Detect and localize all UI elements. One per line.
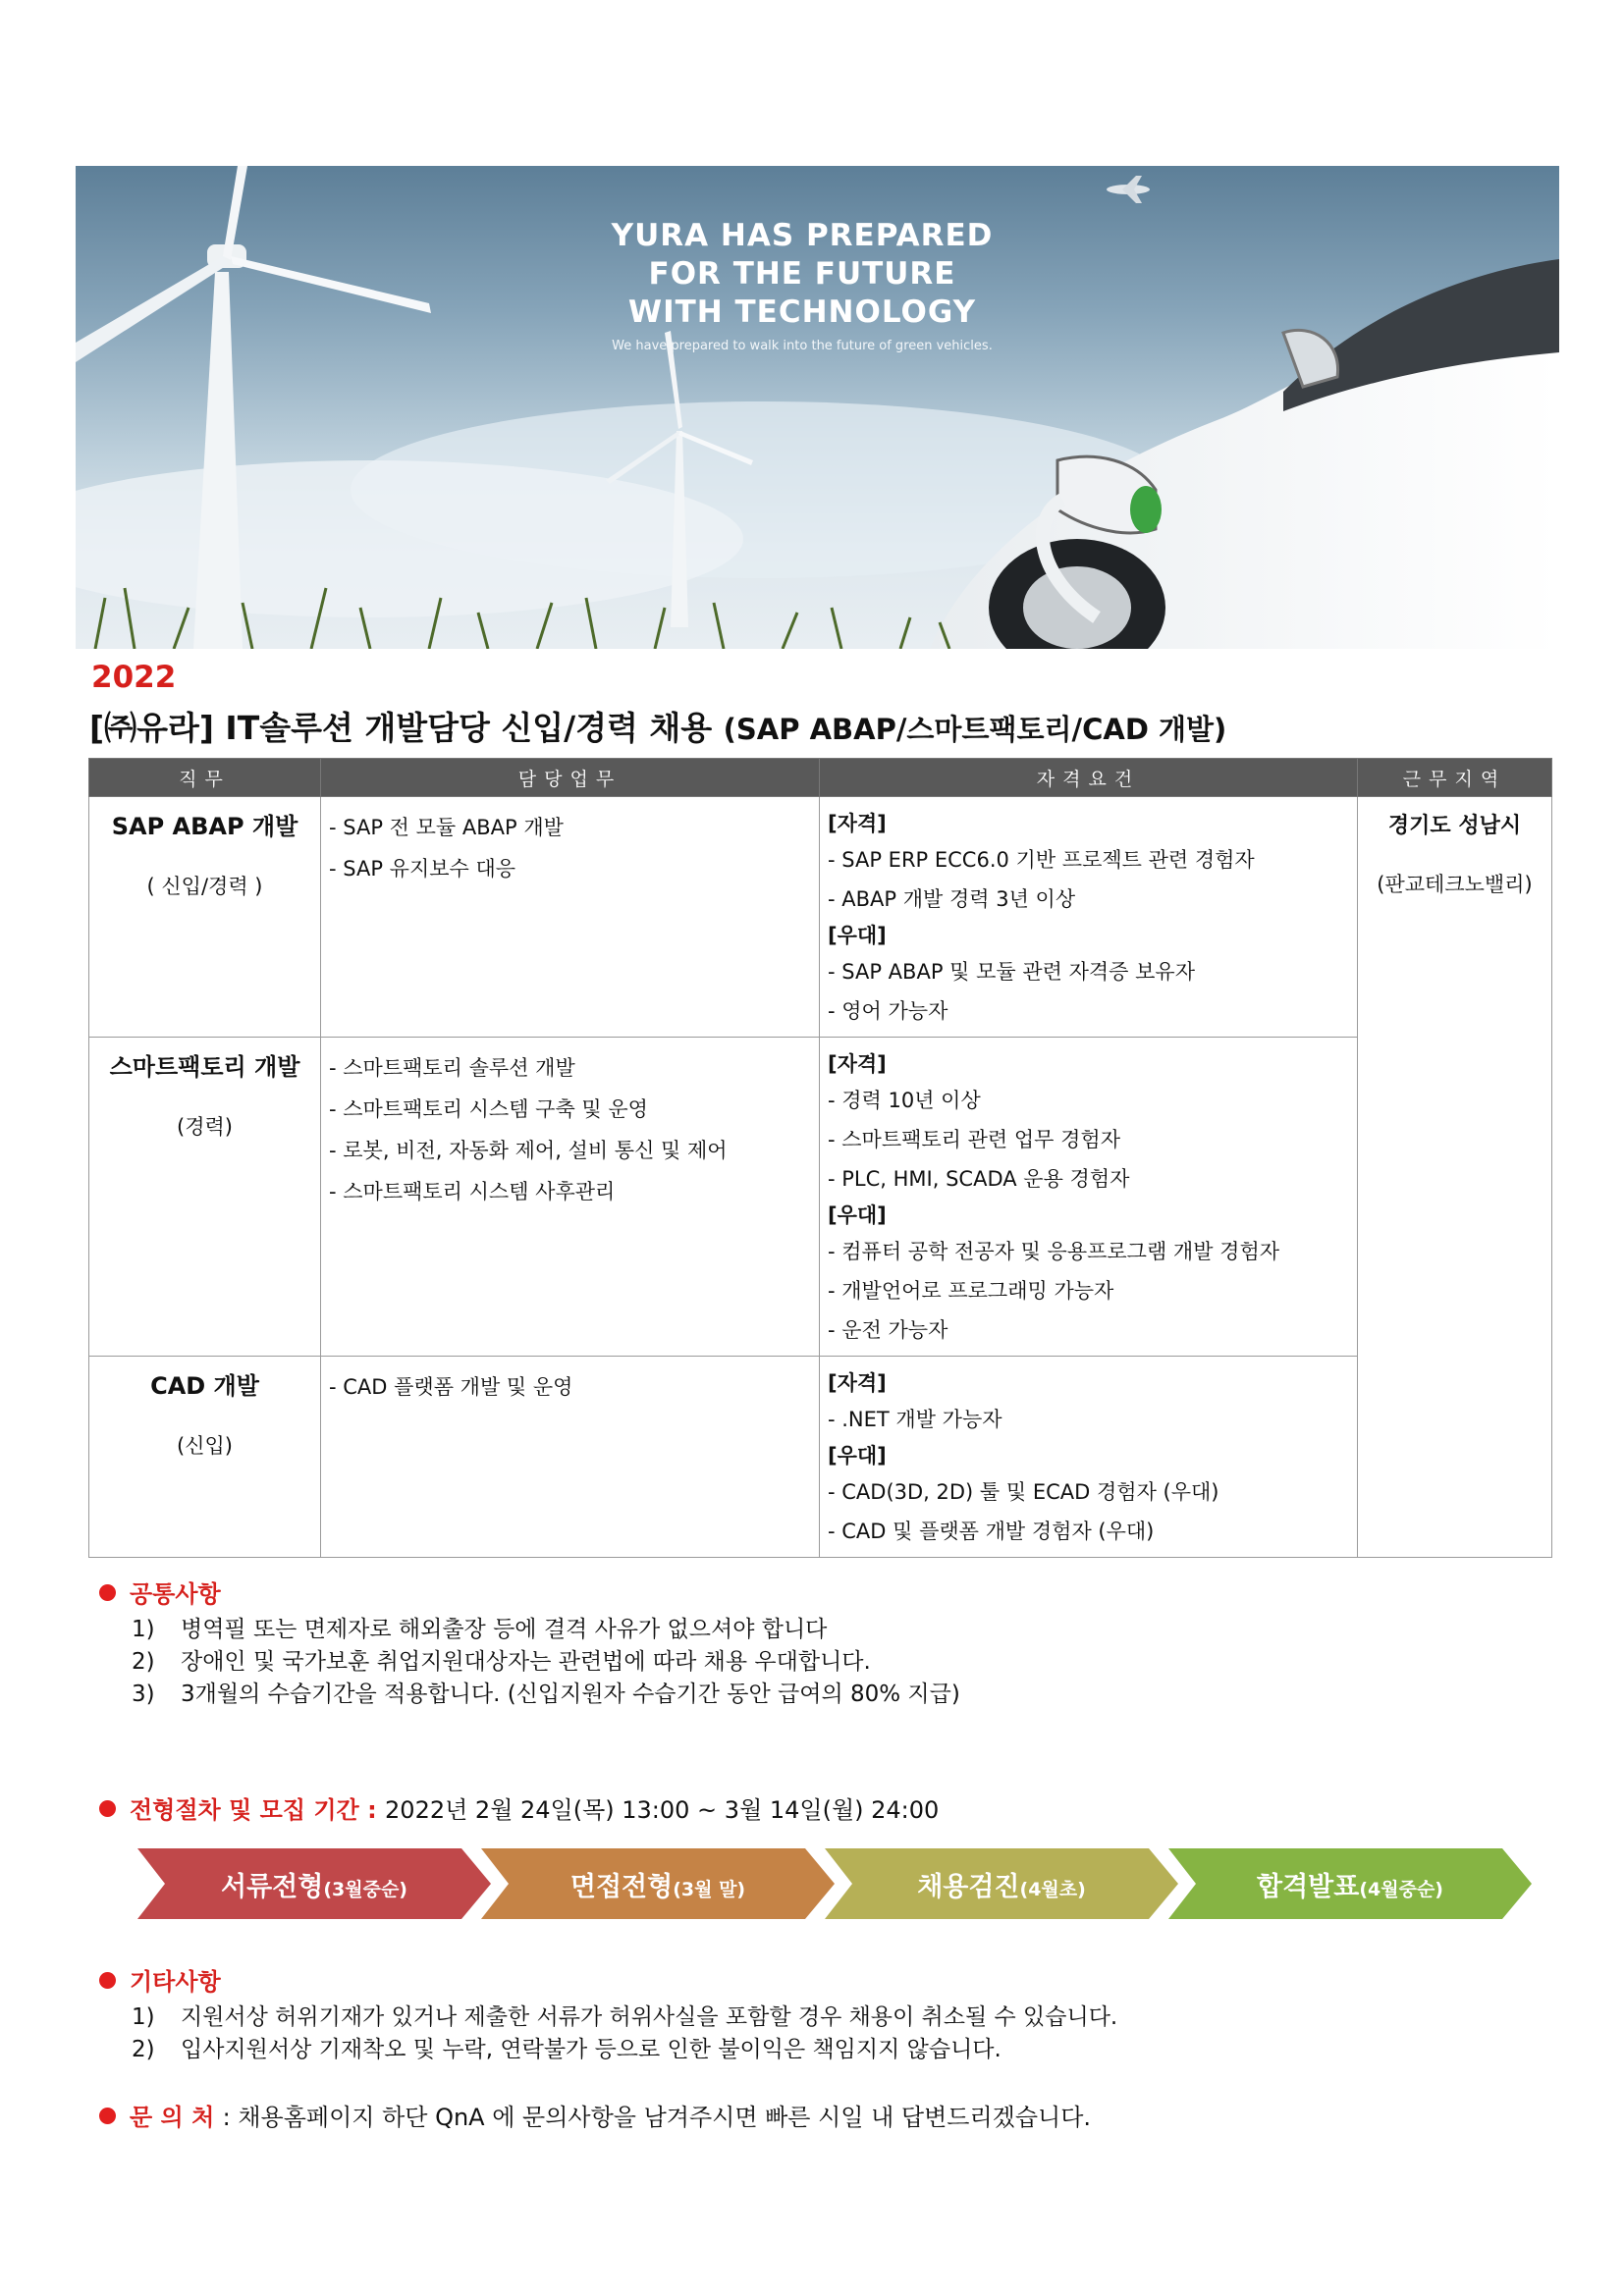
process-step: 면접전형(3월 말): [481, 1848, 835, 1919]
preference-heading: [우대]: [828, 924, 887, 947]
contact-section-title: 문 의 처 : 채용홈페이지 하단 QnA 에 문의사항을 남겨주시면 빠른 시일 내 답변드리겠습니다.: [130, 2104, 1092, 2131]
process-step: 합격발표(4월중순): [1168, 1848, 1532, 1919]
preference-item: - CAD(3D, 2D) 툴 및 ECAD 경험자 (우대): [828, 1480, 1219, 1504]
list-item: 3) 3개월의 수습기간을 적용합니다. (신입지원자 수습기간 동안 급여의 80% 지급): [132, 1682, 960, 1707]
role-cell: [89, 1038, 321, 1357]
requirement-heading: [자격]: [828, 1371, 887, 1395]
contact-text: : 채용홈페이지 하단 QnA 에 문의사항을 남겨주시면 빠른 시일 내 답변드리겠습니다.: [222, 2104, 1092, 2131]
duty-item: - CAD 플랫폼 개발 및 운영: [329, 1375, 573, 1399]
title-sub: (SAP ABAP/스마트팩토리/CAD 개발): [723, 713, 1227, 746]
requirements-cell: [820, 797, 1358, 1038]
bullet-icon: [99, 1972, 116, 1989]
process-step: 서류전형(3월중순): [137, 1848, 491, 1919]
table-row: [89, 1038, 1552, 1357]
requirement-item: - 스마트팩토리 관련 업무 경험자: [828, 1128, 1120, 1151]
common-section-title: 공통사항: [130, 1580, 221, 1608]
role-cell: [89, 797, 321, 1038]
etc-list: [132, 2002, 1117, 2066]
location-city: 경기도 성남시: [1387, 814, 1522, 838]
duty-item: - SAP 전 모듈 ABAP 개발: [329, 816, 564, 839]
requirements-cell: [820, 1038, 1358, 1357]
etc-section-title: 기타사항: [130, 1968, 221, 1996]
role-type: (경력): [177, 1115, 233, 1139]
duties-cell: [321, 797, 820, 1038]
location-cell: [1358, 797, 1552, 1558]
posting-year: 2022: [91, 660, 177, 695]
role-name: 스마트팩토리 개발: [109, 1053, 300, 1081]
duties-cell: [321, 1357, 820, 1558]
list-item: 1) 병역필 또는 면제자로 해외출장 등에 결격 사유가 없으셔야 합니다: [132, 1617, 828, 1642]
bullet-icon: [99, 2108, 116, 2124]
role-name: CAD 개발: [150, 1372, 259, 1400]
process-section-title: 전형절차 및 모집 기간 : 2022년 2월 24일(목) 13:00 ~ 3월 14일(월) 24:00: [130, 1796, 940, 1824]
title-prefix: [: [89, 709, 105, 747]
duty-item: - 로봇, 비전, 자동화 제어, 설비 통신 및 제어: [329, 1139, 728, 1162]
requirement-item: - PLC, HMI, SCADA 운용 경험자: [828, 1167, 1130, 1191]
requirements-cell: [820, 1357, 1358, 1558]
hero-banner: [76, 166, 1559, 649]
preference-item: - SAP ABAP 및 모듈 관련 자격증 보유자: [828, 960, 1196, 984]
preference-item: - 개발언어로 프로그래밍 가능자: [828, 1279, 1114, 1303]
recruit-period: 2022년 2월 24일(목) 13:00 ~ 3월 14일(월) 24:00: [385, 1796, 940, 1824]
requirement-item: - ABAP 개발 경력 3년 이상: [828, 887, 1076, 911]
preference-item: - CAD 및 플랫폼 개발 경험자 (우대): [828, 1520, 1155, 1543]
preference-item: - 영어 가능자: [828, 999, 948, 1023]
table-row: [89, 797, 1552, 1038]
list-item: 1) 지원서상 허위기재가 있거나 제출한 서류가 허위사실을 포함할 경우 채용이 취소될 수 있습니다.: [132, 2004, 1118, 2030]
list-item: 2) 장애인 및 국가보훈 취업지원대상자는 관련법에 따라 채용 우대합니다.: [132, 1649, 871, 1675]
title-main: ㈜유라] IT솔루션 개발담당 신입/경력 채용: [104, 709, 724, 747]
bullet-icon: [99, 1584, 116, 1601]
header-location: 근무지역: [1358, 759, 1552, 797]
preference-heading: [우대]: [828, 1203, 887, 1227]
airplane-icon: [1107, 176, 1150, 203]
role-type: (신입): [177, 1434, 233, 1458]
requirement-item: - SAP ERP ECC6.0 기반 프로젝트 관련 경험자: [828, 848, 1255, 872]
preference-heading: [우대]: [828, 1444, 887, 1468]
process-steps: [137, 1848, 1532, 1919]
page-title: [89, 703, 1226, 749]
requirement-heading: [자격]: [828, 1052, 887, 1076]
header-requirements: 자격요건: [820, 759, 1358, 797]
bullet-icon: [99, 1800, 116, 1817]
table-row: [89, 1357, 1552, 1558]
header-duties: 담당업무: [321, 759, 820, 797]
list-item: 2) 입사지원서상 기재착오 및 누락, 연락불가 등으로 인한 불이익은 책임지지 않습니다.: [132, 2037, 1001, 2062]
role-type: ( 신입/경력 ): [146, 875, 263, 898]
job-table: [88, 758, 1552, 1558]
duty-item: - SAP 유지보수 대응: [329, 857, 516, 881]
location-area: (판교테크노밸리): [1377, 873, 1533, 896]
role-name: SAP ABAP 개발: [111, 813, 298, 840]
duty-item: - 스마트팩토리 시스템 사후관리: [329, 1180, 616, 1203]
duty-item: - 스마트팩토리 솔루션 개발: [329, 1056, 575, 1080]
requirement-item: - 경력 10년 이상: [828, 1089, 981, 1112]
common-list: [132, 1614, 960, 1711]
role-cell: [89, 1357, 321, 1558]
requirement-item: - .NET 개발 가능자: [828, 1408, 1002, 1431]
preference-item: - 운전 가능자: [828, 1318, 948, 1342]
process-step: 채용검진(4월초): [825, 1848, 1178, 1919]
banner-tagline: We have prepared to walk into the future of green vehicles.: [612, 339, 993, 353]
table-header-row: [89, 759, 1552, 797]
banner-headline: YURA HAS PREPARED FOR THE FUTURE WITH TECHNOLOGY: [611, 218, 994, 330]
requirement-heading: [자격]: [828, 812, 887, 835]
preference-item: - 컴퓨터 공학 전공자 및 응용프로그램 개발 경험자: [828, 1240, 1280, 1263]
header-role: 직무: [89, 759, 321, 797]
duty-item: - 스마트팩토리 시스템 구축 및 운영: [329, 1097, 648, 1121]
duties-cell: [321, 1038, 820, 1357]
